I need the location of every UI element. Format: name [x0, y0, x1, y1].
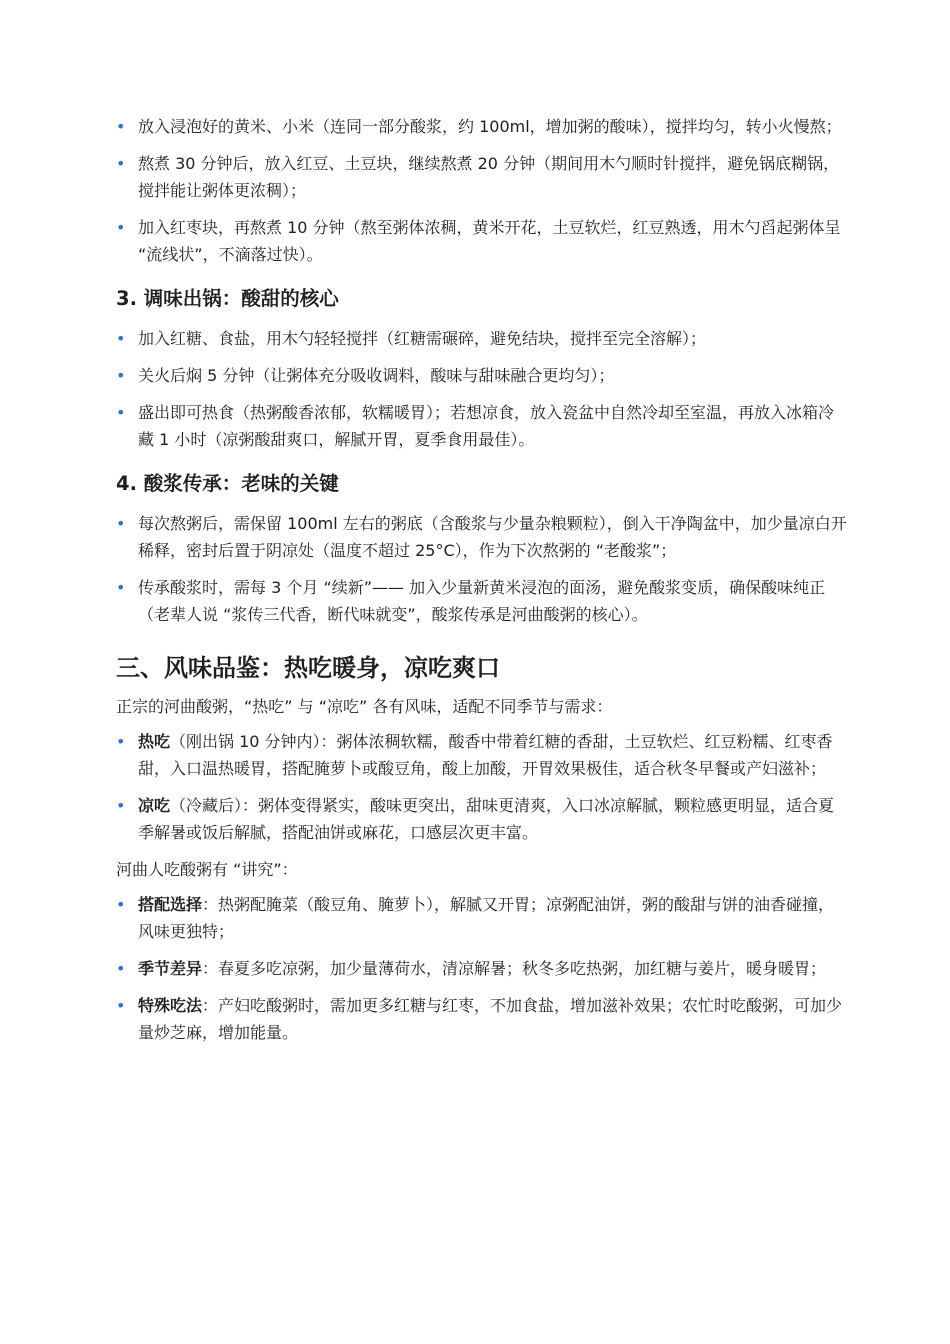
list-item [116, 792, 848, 846]
list-item-term: 季节差异 [138, 959, 203, 978]
hot-cold-list [116, 728, 848, 846]
list-item [116, 728, 848, 782]
section-heading-flavor: 三、风味品鉴：热吃暖身，凉吃爽口 [116, 654, 500, 682]
list-item-term: 搭配选择 [138, 895, 203, 914]
list-item [116, 955, 848, 982]
list-item [116, 325, 848, 352]
list-item-text: ：热粥配腌菜（酸豆角、腌萝卜），解腻又开胃；凉粥配油饼，粥的酸甜与饼的油香碰撞，风味更独特； [138, 895, 835, 941]
bullet-icon: • [116, 959, 126, 978]
list-item [116, 891, 848, 945]
subheading-sour-starter: 4. 酸浆传承：老味的关键 [116, 472, 339, 495]
list-item-text: ：春夏多吃凉粥，加少量薄荷水，清凉解暑；秋冬多吃热粥，加红糖与姜片，暖身暖胃； [202, 959, 827, 978]
list-item-term: 凉吃 [138, 796, 171, 815]
bullet-icon: • [116, 514, 126, 533]
list-item-text: 传承酸浆时，需每 3 个月 “续新”—— 加入少量新黄米浸泡的面汤，避免酸浆变质，确保酸味纯正（老辈人说 “浆传三代香，断代味就变”，酸浆传承是河曲酸粥的核心）。 [138, 578, 826, 624]
bullet-icon: • [116, 366, 126, 385]
intro-paragraph: 正宗的河曲酸粥，“热吃” 与 “凉吃” 各有风味，适配不同季节与需求： [116, 697, 613, 716]
list-item [116, 574, 848, 628]
list-item-text: 加入红枣块，再熬煮 10 分钟（熬至粥体浓稠，黄米开花，土豆软烂，红豆熟透，用木勺舀起粥体呈 “流线状”，不滴落过快）。 [138, 218, 841, 264]
list-item-text: 放入浸泡好的黄米、小米（连同一部分酸浆，约 100ml，增加粥的酸味），搅拌均匀，转小火慢熬； [138, 117, 842, 136]
customs-list [116, 891, 848, 1046]
list-item [116, 214, 848, 268]
bullet-icon: • [116, 329, 126, 348]
cooking-steps-list [116, 113, 848, 268]
customs-paragraph: 河曲人吃酸粥有 “讲究”： [116, 860, 298, 879]
list-item-text: 关火后焖 5 分钟（让粥体充分吸收调料，酸味与甜味融合更均匀）； [138, 366, 615, 385]
list-item-text: ：产妇吃酸粥时，需加更多红糖与红枣，不加食盐，增加滋补效果；农忙时吃酸粥，可加少量炒芝麻，增加能量。 [138, 996, 843, 1042]
list-item [116, 510, 848, 564]
list-item [116, 113, 848, 140]
bullet-icon: • [116, 732, 126, 751]
list-item-term: 热吃 [138, 732, 171, 751]
list-item [116, 150, 848, 204]
bullet-icon: • [116, 895, 126, 914]
list-item-text: 加入红糖、食盐，用木勺轻轻搅拌（红糖需碾碎，避免结块，搅拌至完全溶解）； [138, 329, 707, 348]
list-item-term: 特殊吃法 [138, 996, 203, 1015]
list-item [116, 399, 848, 453]
list-item-text: （冷藏后）：粥体变得紧实，酸味更突出，甜味更清爽，入口冰凉解腻，颗粒感更明显，适合夏季解暑或饭后解腻，搭配油饼或麻花，口感层次更丰富。 [138, 796, 835, 842]
bullet-icon: • [116, 117, 126, 136]
list-item-text: 盛出即可热食（热粥酸香浓郁，软糯暖胃）；若想凉食，放入瓷盆中自然冷却至室温，再放入冰箱冷藏 1 小时（凉粥酸甜爽口，解腻开胃，夏季食用最佳）。 [138, 403, 835, 449]
bullet-icon: • [116, 796, 126, 815]
list-item-text: 每次熬粥后，需保留 100ml 左右的粥底（含酸浆与少量杂粮颗粒），倒入干净陶盆中，加少量凉白开稀释，密封后置于阴凉处（温度不超过 25°C），作为下次熬粥的 “老酸浆”； [138, 514, 847, 560]
bullet-icon: • [116, 218, 126, 237]
list-item-text: （刚出锅 10 分钟内）：粥体浓稠软糯，酸香中带着红糖的香甜，土豆软烂、红豆粉糯、红枣香甜，入口温热暖胃，搭配腌萝卜或酸豆角，酸上加酸，开胃效果极佳，适合秋冬早餐或产妇滋补； [138, 732, 833, 778]
list-item [116, 362, 848, 389]
sour-starter-list [116, 510, 848, 628]
bullet-icon: • [116, 996, 126, 1015]
subheading-seasoning: 3. 调味出锅：酸甜的核心 [116, 287, 339, 310]
list-item [116, 992, 848, 1046]
document-page [116, 113, 848, 1056]
bullet-icon: • [116, 403, 126, 422]
bullet-icon: • [116, 578, 126, 597]
list-item-text: 熬煮 30 分钟后，放入红豆、土豆块，继续熬煮 20 分钟（期间用木勺顺时针搅拌，避免锅底糊锅，搅拌能让粥体更浓稠）； [138, 154, 840, 200]
seasoning-steps-list [116, 325, 848, 453]
bullet-icon: • [116, 154, 126, 173]
